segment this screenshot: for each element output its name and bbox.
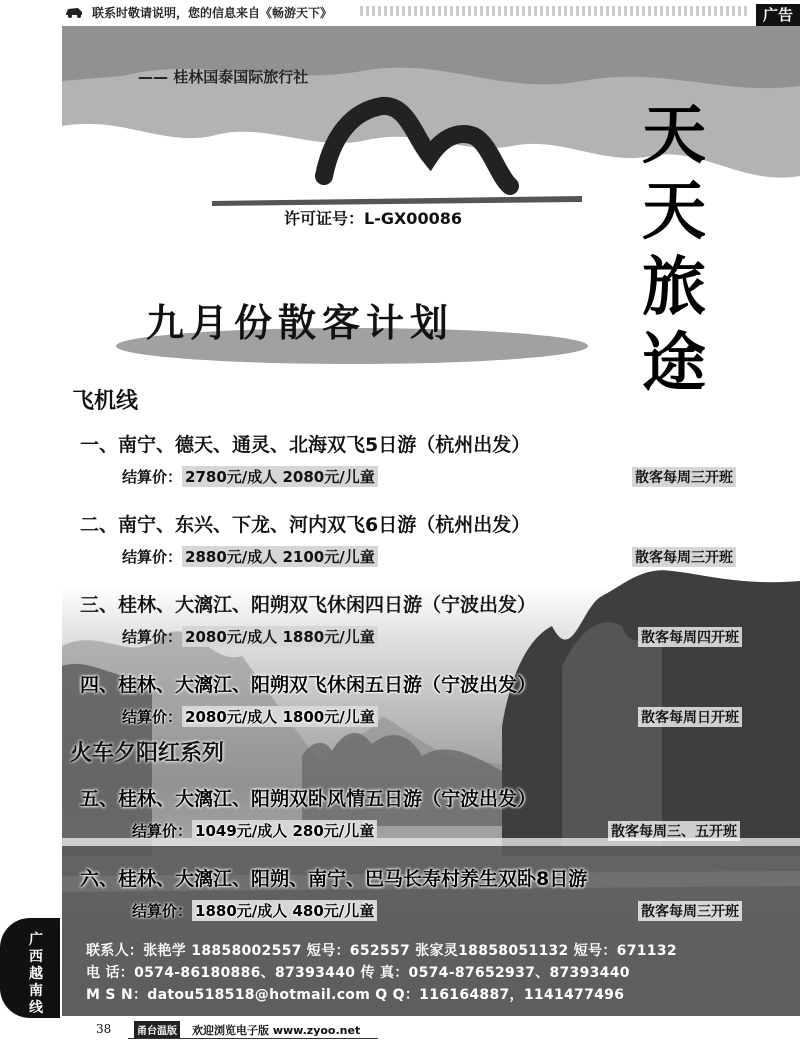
page-number: 38 [96, 1022, 112, 1036]
source-note: 联系时敬请说明，您的信息来自《畅游天下》 [92, 6, 333, 20]
route-price: 结算价： 2080元/成人 1800元/儿童 [122, 706, 378, 727]
route-schedule: 散客每周三开班 [638, 901, 742, 921]
route-title: 三、桂林、大漓江、阳朔双飞休闲四日游（宁波出发） [80, 594, 537, 616]
ad-panel [62, 26, 800, 1016]
brand-char: 旅 [642, 250, 706, 325]
route-title: 五、桂林、大漓江、阳朔双卧风情五日游（宁波出发） [80, 788, 537, 810]
contact-phone-fax: 电 话：0574-86180886、87393440 传 真：0574-87652937、87393440 [86, 965, 630, 981]
route-schedule: 散客每周四开班 [638, 627, 742, 647]
decorative-stripe [360, 6, 750, 16]
route-title: 二、南宁、东兴、下龙、河内双飞6日游（杭州出发） [80, 514, 531, 536]
brand-char: 途 [642, 326, 706, 401]
route-schedule: 散客每周三开班 [632, 547, 736, 567]
ad-tag: 广告 [756, 4, 800, 26]
route-schedule: 散客每周三、五开班 [608, 821, 740, 841]
route-price: 结算价： 2080元/成人 1880元/儿童 [122, 626, 378, 647]
contact-persons: 联系人：张艳学 18858002557 短号：652557 张家灵18858051132 短号：671132 [86, 943, 677, 959]
edition-tag: 甬台温版 [134, 1021, 180, 1038]
page-footer [0, 1018, 800, 1040]
agency-name: —— 桂林国泰国际旅行社 [138, 68, 309, 86]
contact-msn-qq: M S N：datou518518@hotmail.com Q Q：116164887，1141477496 [86, 987, 625, 1003]
website-text: 欢迎浏览电子版 www.zyoo.net [192, 1024, 361, 1037]
brand-char: 天 [642, 174, 706, 249]
footer-rule [128, 1038, 378, 1039]
section-title-air: 飞机线 [72, 389, 139, 414]
route-price: 结算价： 2880元/成人 2100元/儿童 [122, 546, 378, 567]
car-logo-icon [64, 4, 84, 18]
route-title: 六、桂林、大漓江、阳朔、南宁、巴马长寿村养生双卧8日游 [80, 868, 588, 890]
section-title-train: 火车夕阳红系列 [70, 741, 225, 766]
license-number: 许可证号：L-GX00086 [284, 209, 462, 228]
brand-char: 天 [642, 98, 706, 173]
route-title: 一、南宁、德天、通灵、北海双飞5日游（杭州出发） [80, 434, 531, 456]
side-tab [0, 918, 60, 1018]
route-price: 结算价： 2780元/成人 2080元/儿童 [122, 466, 378, 487]
route-price: 结算价： 1880元/成人 480元/儿童 [132, 900, 377, 921]
route-title: 四、桂林、大漓江、阳朔双飞休闲五日游（宁波出发） [80, 674, 537, 696]
route-price: 结算价： 1049元/成人 280元/儿童 [132, 820, 377, 841]
brand-title [628, 98, 720, 402]
route-schedule: 散客每周三开班 [632, 467, 736, 487]
route-schedule: 散客每周日开班 [638, 707, 742, 727]
top-bar [0, 0, 800, 24]
side-tab-label: 广 西 越 南 线 [29, 932, 43, 1016]
plan-title: 九月份散客计划 [146, 301, 455, 345]
